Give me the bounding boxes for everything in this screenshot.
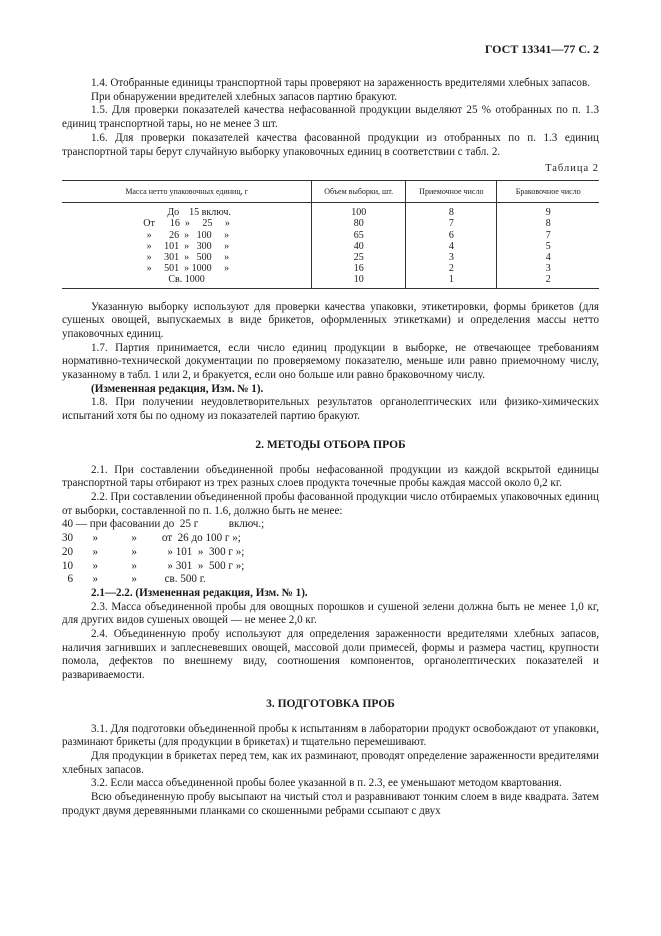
table-cell: 40 (312, 241, 406, 252)
paragraph: При обнаружении вредителей хлебных запасов партию бракуют. (91, 90, 398, 103)
paragraph: 2.2. При составлении объединенной пробы фасованной продукции число отбираемых упаковочных единиц от выборки, составленной по п. 1.6, должно быть не менее: (62, 490, 599, 517)
table-header: Объем выборки, шт. (312, 180, 406, 202)
table-cell: 8 (497, 218, 599, 229)
list-item: 30 » » от 26 до 100 г »; (62, 532, 241, 545)
table-cell: » 301 » 500 » (144, 251, 230, 263)
table-cell: 2 (497, 274, 599, 288)
table-cell: 100 (312, 203, 406, 219)
list-item: 40 — при фасовании до 25 г включ.; (62, 518, 265, 531)
table-cell: 3 (406, 252, 497, 263)
table-row (62, 203, 599, 219)
table-cell: Св. 1000 (62, 274, 312, 288)
table-header: Масса нетто упаковочных единиц, г (62, 180, 312, 202)
table-row (62, 252, 599, 263)
paragraph: 1.5. Для проверки показателей качества нефасованной продукции выделяют 25 % отобранных по п. 1.3 единиц транспортной тары, но не менее 3 шт. (62, 104, 599, 131)
page-header: ГОСТ 13341—77 С. 2 (484, 42, 599, 56)
document-body (62, 77, 599, 818)
quantity-list (62, 518, 599, 587)
table-cell: 5 (497, 241, 599, 252)
list-item: 10 » » » 301 » 500 г »; (62, 559, 245, 572)
table-cell: 25 (312, 252, 406, 263)
table-cell: 1 (406, 274, 497, 288)
paragraph: 1.6. Для проверки показателей качества фасованной продукции из отобранных по п. 1.3 единиц транспортной тары берут случайную выборку упаковочных единиц в соответствии с табл. 2. (62, 131, 599, 158)
paragraph: 3.1. Для подготовки объединенной пробы к испытаниям в лаборатории продукт освобождают от упаковки, разминают брикеты (для продукции в брикетах) и тщательно перемешивают. (62, 722, 599, 749)
paragraph: 2.3. Масса объединенной пробы для овощных порошков и сушеной зелени должна быть не менее 1,0 кг, для других видов сушеных овощей — не менее 2,0 кг. (62, 600, 599, 627)
list-item: 6 » » св. 500 г. (62, 573, 206, 586)
table-cell: 6 (406, 230, 497, 241)
table-cell: 4 (406, 241, 497, 252)
sample-size-table (62, 180, 599, 289)
table-header: Браковочное число (497, 180, 599, 202)
amendment-note: 2.1—2.2. (Измененная редакция, Изм. № 1). (91, 586, 308, 599)
table-cell: » 501 » 1000 » (144, 263, 230, 275)
section-heading: 2. МЕТОДЫ ОТБОРА ПРОБ (255, 438, 406, 451)
table-cell: 80 (312, 218, 406, 229)
paragraph: 3.2. Если масса объединенной пробы более указанной в п. 2.3, ее уменьшают методом квартования. (91, 777, 562, 790)
section-heading: 3. ПОДГОТОВКА ПРОБ (266, 697, 395, 710)
paragraph: 2.4. Объединенную пробу используют для определения зараженности вредителями хлебных запасов, наличия загнивших и заплесневевших овощей, массовой доли примесей, формы и размера частиц, крупности помола, дефектов по внешнему виду, соотношения компонентов, органолептических показателей и развариваемости. (62, 628, 599, 682)
table-cell: » 26 » 100 » (144, 229, 230, 241)
document-page (62, 0, 599, 936)
table-cell: 3 (497, 263, 599, 274)
table-cell: 10 (312, 274, 406, 288)
table-row (62, 274, 599, 288)
table-cell: 16 (312, 263, 406, 274)
list-item: 20 » » » 101 » 300 г »; (62, 545, 245, 558)
table-cell: 65 (312, 230, 406, 241)
table-row (62, 218, 599, 229)
table-cell: 8 (406, 203, 497, 219)
table-row (62, 230, 599, 241)
table-cell: 7 (406, 218, 497, 229)
table-row (62, 263, 599, 274)
table-caption: Таблица 2 (545, 163, 599, 175)
paragraph: Указанную выборку используют для проверки качества упаковки, этикетировки, формы брикетов (для сушеных овощей, выпускаемых в виде брикетов, оформленных этикетками) и определения массы нетто упаковочных единиц. (62, 300, 599, 340)
table-row (62, 241, 599, 252)
paragraph: Для продукции в брикетах перед тем, как их разминают, проводят определение зараженности вредителями хлебных запасов. (62, 749, 599, 776)
table-cell: 7 (497, 230, 599, 241)
table-cell: 4 (497, 252, 599, 263)
paragraph: 1.4. Отобранные единицы транспортной тары проверяют на зараженность вредителями хлебных запасов. (91, 77, 590, 89)
paragraph: 1.7. Партия принимается, если число единиц продукции в выборке, не отвечающее требованиям нормативно-технической документации по проверяемому показателю, меньше или равно приемочному числу, указанному в табл. 1 или 2, и бракуется, если оно больше или равно браковочному числу. (62, 341, 599, 382)
table-header: Приемочное число (406, 180, 497, 202)
table-cell: От 16 » 25 » (143, 218, 230, 230)
table-cell: » 101 » 300 » (144, 240, 230, 252)
amendment-note: (Измененная редакция, Изм. № 1). (91, 382, 264, 395)
paragraph: 2.1. При составлении объединенной пробы нефасованной продукции из каждой вскрытой единицы транспортной тары отбирают из трех разных слоев продукта точечные пробы каждая массой около 0,2 кг. (62, 463, 599, 490)
table-cell: 2 (406, 263, 497, 274)
table-cell: 9 (497, 203, 599, 219)
paragraph: Всю объединенную пробу высыпают на чистый стол и разравнивают тонким слоем в виде квадрата. Затем продукт двумя деревянными планками со скошенными ребрами ссыпают с двух (62, 791, 599, 817)
table-cell: До 15 включ. (142, 207, 231, 219)
paragraph: 1.8. При получении неудовлетворительных результатов органолептических или физико-химических испытаний хотя бы по одному из показателей партию бракуют. (62, 396, 599, 423)
